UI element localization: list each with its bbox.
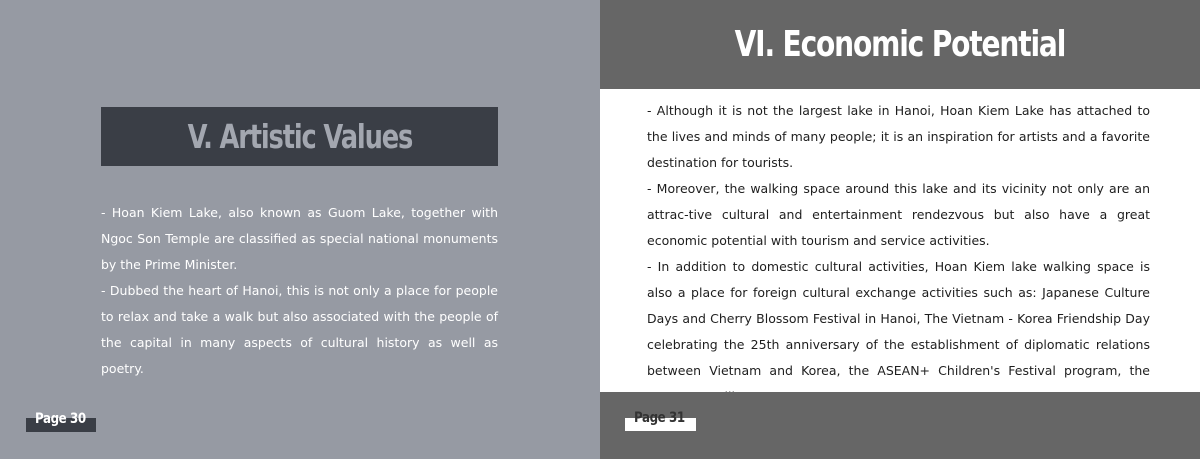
left-paragraph: - Dubbed the heart of Hanoi, this is not only a place for people to relax and take a walk but also associated with the people of the capital in many aspects of cultural history as well as poetry. <box>101 283 498 376</box>
left-title-box <box>101 107 498 166</box>
page-number-badge-right <box>625 410 696 431</box>
left-page-title: V. Artistic Values <box>187 117 412 156</box>
page-number-left: Page 30 <box>35 411 86 427</box>
left-paragraph: - Hoan Kiem Lake, also known as Guom Lake, together with Ngoc Son Temple are classified as special national monuments by the Prime Minister. <box>101 205 498 272</box>
page-number-right: Page 31 <box>634 410 685 426</box>
left-body-text <box>101 200 498 382</box>
right-paragraph: - Moreover, the walking space around this lake and its vicinity not only are an attrac-tive cultural and entertainment rendezvous but also have a great economic potential with tourism and service activities. <box>647 181 1150 248</box>
right-header <box>600 0 1200 89</box>
right-paragraph: - Although it is not the largest lake in Hanoi, Hoan Kiem Lake has attached to the lives and minds of many people; it is an inspiration for artists and a favorite destination for tourists. <box>647 103 1150 170</box>
right-page <box>600 0 1200 459</box>
page-number-badge-left <box>26 411 96 432</box>
right-page-title: VI. Economic Potential <box>734 24 1066 65</box>
right-footer <box>600 392 1200 459</box>
right-paragraph: - In addition to domestic cultural activities, Hoan Kiem lake walking space is also a place for foreign cultural exchange activities such as: Japanese Culture Days and Cherry Blossom Festival in Hanoi, The Vietnam - Korea Friendship Day celebrating the 25th anniversary of the establishment of diplomatic relations between Vietnam and Korea, the ASEAN+ Children's Festival program, the <box>647 259 1150 378</box>
right-body-text <box>647 98 1150 410</box>
